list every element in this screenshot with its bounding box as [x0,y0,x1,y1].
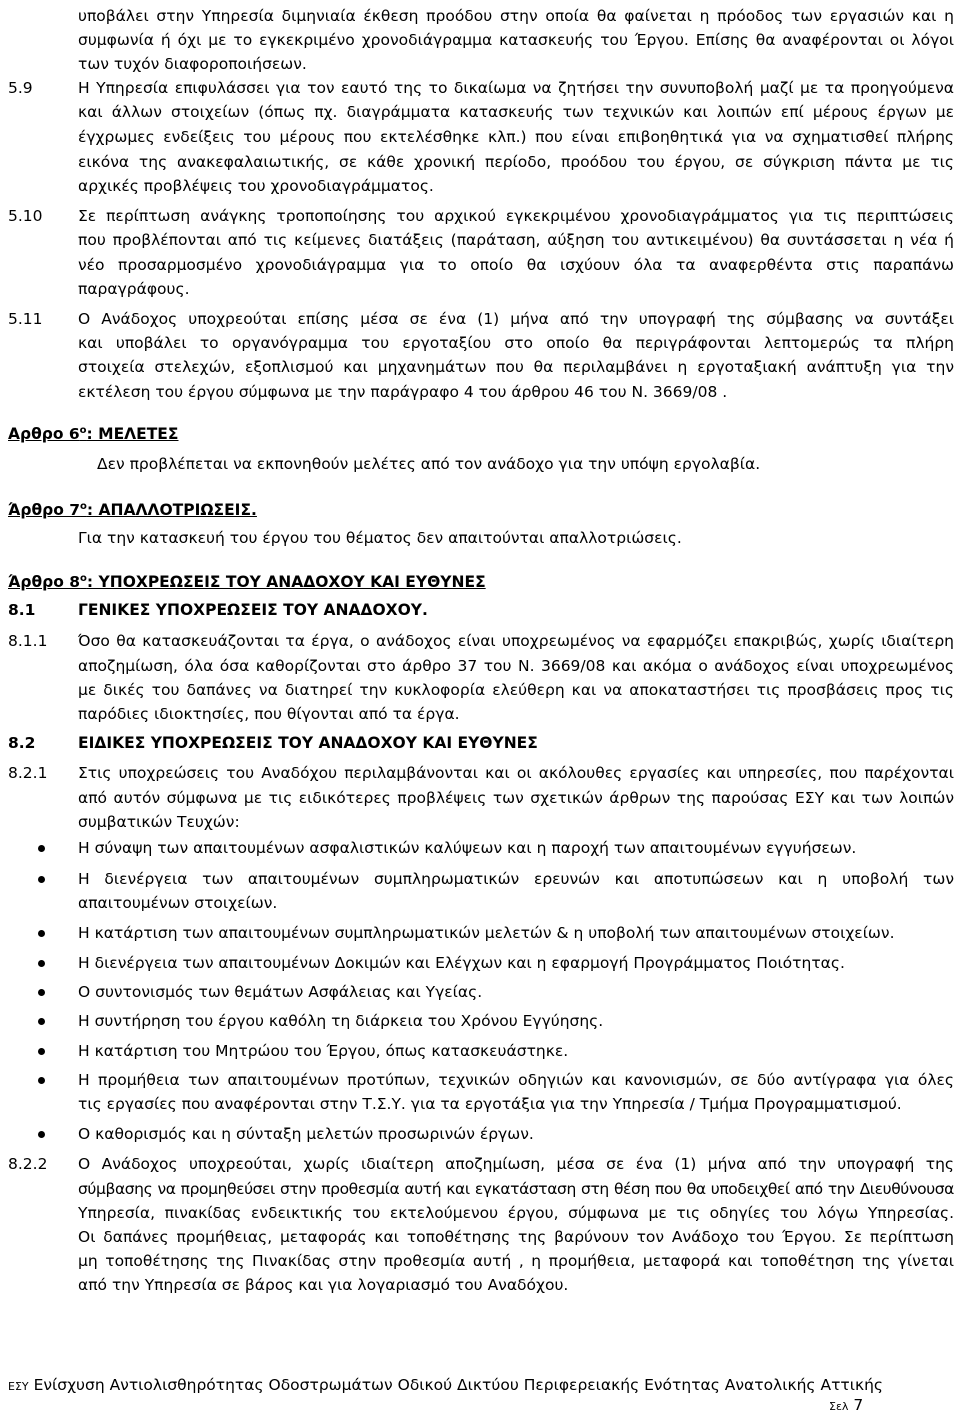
s510-line-4: παραγράφους. [78,280,190,298]
page-number-value: 7 [853,1396,864,1414]
bullet-item-5: Ο συντονισμός των θεμάτων Ασφάλειας και Υγείας. [78,983,483,1001]
section-number-8-1: 8.1 [8,601,36,619]
s821-line-3: συμβατικών Τευχών: [78,813,240,831]
s511-line-2: και υποβάλει το οργανόγραμμα του εργοταξίου στο οποίο θα περιγράφονται λεπτομερώς τα πλήρη [78,334,954,352]
s821-line-1: Στις υποχρεώσεις του Αναδόχου περιλαμβάνονται και οι ακόλουθες εργασίες και υπηρεσίες, που παρέχονται [78,764,954,782]
article-7-text: Για την κατασκευή του έργου του θέματος δεν απαιτούνται απαλλοτριώσεις. [78,529,682,547]
article-7-heading: Άρθρο $7^o$: ΑΠΑΛΛΟΤΡΙΩΣΕΙΣ. [8,500,257,519]
footer-abbr: ΕΣΥ [8,1380,29,1393]
s811-line-1: Όσο θα κατασκευάζονται τα έργα, ο ανάδοχος είναι υποχρεωμένος να εφαρμόζει επακριβώς, χωρίς ιδιαίτερη [78,632,954,650]
bullet-marker [38,845,45,852]
s822-line-6: από την Υπηρεσία σε βάρος και για λογαριασμό του Αναδόχου. [78,1276,569,1294]
section-number-5-10: 5.10 [8,207,43,225]
bullet-item-7: Η κατάρτιση του Μητρώου του Έργου, όπως κατασκευάστηκε. [78,1042,569,1060]
s821-line-2: από αυτόν σύμφωνα με τις ειδικότερες προβλέψεις των σχετικών άρθρων της παρούσας ΕΣΥ και των λοιπών [78,789,954,807]
bullet-item-2-line-2: απαιτουμένων στοιχείων. [78,894,278,912]
section-number-8-2-2: 8.2.2 [8,1155,48,1173]
s510-line-3: νέο προσαρμοσμένο χρονοδιάγραμμα για το οποίο θα ισχύουν όλα τα αναφερθέντα στις παραπάνω [78,256,954,274]
s811-line-2: αποζημίωση, όλα όσα καθορίζονται στο άρθρο 37 του Ν. 3669/08 και ακόμα ο ανάδοχος είναι υποχρεωμένος [78,657,954,675]
s511-line-1: Ο Ανάδοχος υποχρεούται επίσης μέσα σε ένα (1) μήνα από την υπογραφή της σύμβασης να συντάξει [78,310,954,328]
bullet-item-4: Η διενέργεια των απαιτουμένων Δοκιμών και Ελέγχων και η εφαρμογή Προγράμματος Ποιότητας. [78,954,845,972]
s510-line-2: που προβλέπονται από τις κείμενες διατάξεις (παράταση, αύξηση του αντικειμένου) θα συντάσσεται η νέα ή [78,231,954,249]
section-8-2-heading: ΕΙΔΙΚΕΣ ΥΠΟΧΡΕΩΣΕΙΣ ΤΟΥ ΑΝΑΔΟΧΟΥ ΚΑΙ ΕΥΘΥΝΕΣ [78,734,538,752]
bullet-marker [38,1018,45,1025]
bullet-item-8-line-2: τις εργασίες που αναφέρονται στην Τ.Σ.Υ. για τα εργοτάξια για την Υπηρεσία / Τμήμα Προγραμματισμού. [78,1095,902,1113]
s59-line-2: και άλλων στοιχείων (όπως πχ. διαγράμματα κατασκευής των τεχνικών και λοιπών επί μέρους έργων με [78,103,954,121]
section-number-5-9: 5.9 [8,79,33,97]
article-8-heading: Άρθρο $8^o$: ΥΠΟΧΡΕΩΣΕΙΣ ΤΟΥ ΑΝΑΔΟΧΟΥ ΚΑΙ ΕΥΘΥΝΕΣ [8,572,486,591]
bullet-marker [38,1131,45,1138]
bullet-item-3: Η κατάρτιση των απαιτουμένων συμπληρωματικών μελετών & η υποβολή των απαιτουμένων στοιχείων. [78,924,895,942]
section-number-5-11: 5.11 [8,310,43,328]
intro-line-3: των τυχόν διαφοροποιήσεων. [78,55,307,73]
bullet-item-2-line-1: Η διενέργεια των απαιτουμένων συμπληρωματικών ερευνών και αποτυπώσεων και η υποβολή των [78,870,954,888]
bullet-marker [38,1048,45,1055]
article-6-text: Δεν προβλέπεται να εκπονηθούν μελέτες από τον ανάδοχο για την υπόψη εργολαβία. [97,455,761,473]
s822-line-1: Ο Ανάδοχος υποχρεούται, χωρίς ιδιαίτερη αποζημίωση, μέσα σε ένα (1) μήνα από την υπογραφή της [78,1155,954,1173]
bullet-item-6: Η συντήρηση του έργου καθόλη τη διάρκεια του Χρόνου Εγγύησης. [78,1012,604,1030]
bullet-marker [38,960,45,967]
s511-line-3: στοιχεία στελεχών, εξοπλισμού και μηχανημάτων που θα περιλαμβάνει η εργοταξιακή ανάπτυξη για την [78,358,954,376]
bullet-marker [38,930,45,937]
section-number-8-1-1: 8.1.1 [8,632,48,650]
bullet-item-8-line-1: Η προμήθεια των απαιτουμένων προτύπων, τεχνικών οδηγιών και κανονισμών, σε δύο αντίγραφα για όλες [78,1071,954,1089]
s510-line-1: Σε περίπτωση ανάγκης τροποποίησης του αρχικού εγκεκριμένου χρονοδιαγράμματος για τις περιπτώσεις [78,207,954,225]
bullet-marker [38,876,45,883]
footer-title: Ενίσχυση Αντιολισθηρότητας Οδοστρωμάτων Οδικού Δικτύου Περιφερειακής Ενότητας Ανατολικής Αττικής [33,1376,884,1394]
page-label: Σελ [829,1400,849,1413]
bullet-item-1: Η σύναψη των απαιτουμένων ασφαλιστικών καλύψεων και η παροχή των απαιτουμένων εγγυήσεων. [78,839,857,857]
section-8-1-heading: ΓΕΝΙΚΕΣ ΥΠΟΧΡΕΩΣΕΙΣ ΤΟΥ ΑΝΑΔΟΧΟΥ. [78,601,428,619]
bullet-marker [38,1077,45,1084]
s811-line-4: παρόδιες ιδιοκτησίες, που θίγονται από τα έργα. [78,705,460,723]
s822-line-4: Οι δαπάνες προμήθειας, μεταφοράς και τοποθέτησης της βαρύνουν τον Ανάδοχο του Έργου. Σε περίπτωση [78,1228,954,1246]
s511-line-4: εκτέλεση του έργου σύμφωνα με την παράγραφο 4 του άρθρου 46 του Ν. 3669/08 . [78,383,728,401]
page-number [829,1396,863,1414]
s59-line-3: έγχρωμες ενδείξεις του μέρους που εκτελέσθηκε κλπ.) που είναι επιβοηθητικά για να σχηματισθεί πλήρης [78,128,954,146]
intro-line-2: συμφωνία ή όχι με το εγκεκριμένο χρονοδιάγραμμα κατασκευής του Έργου. Επίσης θα αναφέρονται οι λόγοι [78,31,954,49]
bullet-item-9: Ο καθορισμός και η σύνταξη μελετών προσωρινών έργων. [78,1125,534,1143]
intro-line-1: υποβάλει στην Υπηρεσία διμηνιαία έκθεση προόδου στην οποία θα φαίνεται η πρόοδος των εργασιών και η [78,7,954,25]
s822-line-2: σύμβασης να προμηθεύσει στην προθεσμία αυτή και εγκατάσταση στη θέση που θα υποδειχθεί από την Διευθύνουσα [78,1180,954,1198]
section-number-8-2: 8.2 [8,734,36,752]
s822-line-3: Υπηρεσία, πινακίδας ενδεικτικής του εκτελούμενου έργου, σύμφωνα με τις οδηγίες του λόγω Υπηρεσίας. [78,1204,954,1222]
s811-line-3: με δικές του δαπάνες να διατηρεί την κυκλοφορία ελεύθερη και να αποκαταστήσει τις προσβάσεις προς τις [78,681,954,699]
s822-line-5: μη τοποθέτησης της Πινακίδας στην προθεσμία αυτή , η προμήθεια, μεταφορά και τοποθέτηση της γίνεται [78,1252,954,1270]
section-number-8-2-1: 8.2.1 [8,764,48,782]
article-6-heading: Αρθρο $6^o$: ΜΕΛΕΤΕΣ [8,424,179,443]
s59-line-4: εικόνα της ανακεφαλαιωτικής, σε κάθε χρονική περίοδο, προόδου του έργου, σε σύγκριση πάντα με τις [78,153,954,171]
s59-line-1: Η Υπηρεσία επιφυλάσσει για τον εαυτό της το δικαίωμα να ζητήσει την συνυποβολή μαζί με τα προηγούμενα [78,79,954,97]
bullet-marker [38,989,45,996]
page-footer [8,1376,883,1394]
s59-line-5: αρχικές προβλέψεις του χρονοδιαγράμματος. [78,177,434,195]
